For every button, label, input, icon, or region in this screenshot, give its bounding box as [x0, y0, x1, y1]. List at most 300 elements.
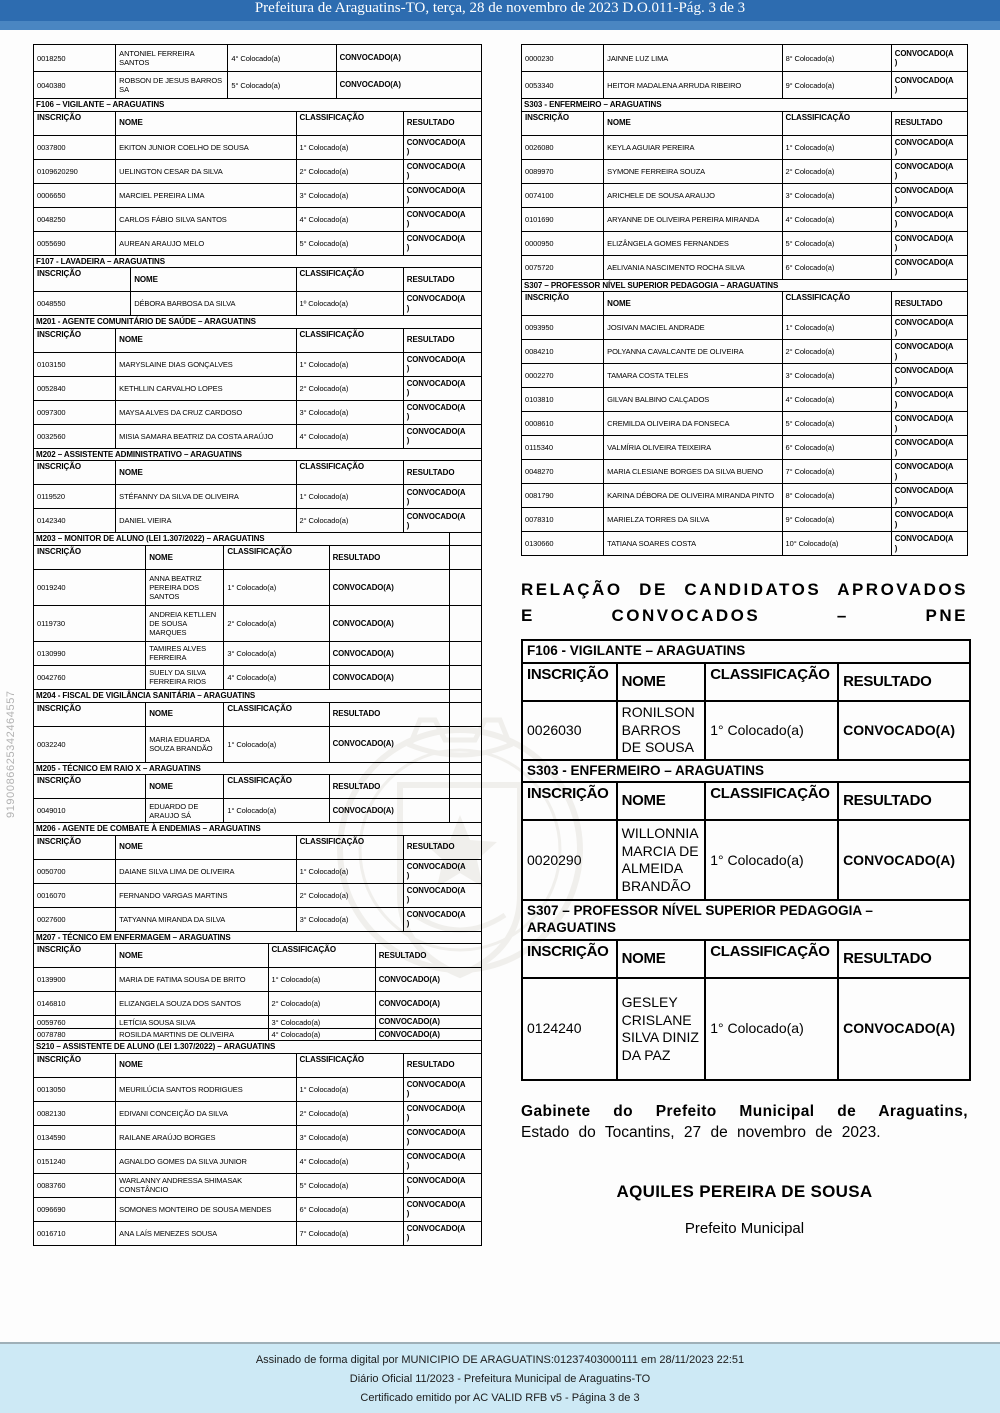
- cell-nome: JAINNE LUZ LIMA: [604, 45, 782, 72]
- cell-classificacao: 4° Colocado(a): [296, 424, 403, 448]
- cell-classificacao: 10° Colocado(a): [782, 532, 891, 556]
- section-title: F107 - LAVADEIRA – ARAGUATINS: [34, 255, 482, 268]
- cell-inscricao: 0089970: [522, 159, 604, 183]
- results-table: [33, 1040, 482, 1246]
- empty-cell: [449, 762, 481, 775]
- column-header-classificacao: CLASSIFICAÇÃO: [296, 835, 403, 859]
- table-row: [34, 159, 482, 183]
- column-header-row: [34, 268, 482, 292]
- digital-signature-footer: [0, 1342, 1000, 1413]
- cell-resultado: CONVOCADO(A ): [403, 485, 481, 509]
- cell-resultado: CONVOCADO(A ): [403, 1197, 481, 1221]
- table-row: [34, 907, 482, 931]
- section-title-row: [522, 640, 970, 663]
- column-header-resultado: RESULTADO: [838, 782, 970, 820]
- column-header-nome: NOME: [617, 663, 706, 701]
- column-header-nome: NOME: [116, 328, 296, 352]
- column-header-resultado: RESULTADO: [403, 268, 481, 292]
- cell-classificacao: 1° Colocado(a): [268, 968, 375, 992]
- results-table: [33, 98, 482, 256]
- results-table: [521, 98, 968, 280]
- cell-inscricao: 0075720: [522, 255, 604, 279]
- empty-cell: [449, 665, 481, 689]
- column-header-nome: NOME: [146, 545, 224, 569]
- column-header-inscricao: INSCRIÇÃO: [522, 111, 604, 135]
- cell-inscricao: 0074100: [522, 183, 604, 207]
- column-header-row: [34, 835, 482, 859]
- results-table: [33, 762, 482, 824]
- section-title-row: [34, 762, 482, 775]
- page-header-title: Prefeitura de Araguatins-TO, terça, 28 de novembro de 2023 D.O.011-Pág. 3 de 3: [254, 0, 746, 16]
- table-row: [34, 135, 482, 159]
- cell-classificacao: 3° Colocado(a): [296, 400, 403, 424]
- cell-nome: GESLEY CRISLANE SILVA DINIZ DA PAZ: [617, 978, 706, 1080]
- results-table: [33, 822, 482, 932]
- table-row: [34, 207, 482, 231]
- results-table: [33, 255, 482, 317]
- cell-classificacao: 1° Colocado(a): [224, 569, 329, 605]
- cell-resultado: CONVOCADO(A): [329, 641, 449, 665]
- table-row: [34, 859, 482, 883]
- cell-classificacao: 2° Colocado(a): [296, 159, 403, 183]
- cell-nome: AELIVANIA NASCIMENTO ROCHA SILVA: [604, 255, 782, 279]
- cell-resultado: CONVOCADO(A ): [891, 532, 967, 556]
- cell-classificacao: 3° Colocado(a): [268, 1016, 375, 1028]
- table-row: [34, 1101, 482, 1125]
- column-header-classificacao: CLASSIFICAÇÃO: [296, 1053, 403, 1077]
- cell-resultado: CONVOCADO(A): [336, 45, 481, 72]
- section-title-row: [522, 900, 970, 940]
- cell-resultado: CONVOCADO(A): [838, 820, 970, 900]
- cell-resultado: CONVOCADO(A ): [891, 316, 967, 340]
- cell-nome: VALMÍRIA OLIVEIRA TEIXEIRA: [604, 436, 782, 460]
- cell-resultado: CONVOCADO(A): [375, 992, 481, 1016]
- cell-classificacao: 4° Colocado(a): [782, 207, 891, 231]
- column-header-inscricao: INSCRIÇÃO: [34, 702, 146, 726]
- cell-classificacao: 2° Colocado(a): [782, 340, 891, 364]
- cell-nome: WILLONNIA MARCIA DE ALMEIDA BRANDÃO: [617, 820, 706, 900]
- cell-resultado: CONVOCADO(A ): [403, 231, 481, 255]
- cell-inscricao: 0026080: [522, 135, 604, 159]
- cell-nome: SOMONES MONTEIRO DE SOUSA MENDES: [116, 1197, 296, 1221]
- table-row: [522, 436, 968, 460]
- table-row: [522, 183, 968, 207]
- cell-nome: MEURILÚCIA SANTOS RODRIGUES: [116, 1077, 296, 1101]
- table-row: [34, 1016, 482, 1028]
- cell-resultado: CONVOCADO(A ): [891, 412, 967, 436]
- empty-cell: [449, 726, 481, 762]
- cell-inscricao: 0151240: [34, 1149, 116, 1173]
- section-title: S303 - ENFERMEIRO – ARAGUATINS: [522, 99, 968, 112]
- cell-nome: ANA LAÍS MENEZES SOUSA: [116, 1221, 296, 1245]
- column-header-row: [34, 328, 482, 352]
- table-row: [522, 532, 968, 556]
- footer-signature-line: Assinado de forma digital por MUNICIPIO DE ARAGUATINS:01237403000111 em 28/11/2023 22:51: [255, 1354, 745, 1366]
- cell-resultado: CONVOCADO(A ): [403, 424, 481, 448]
- column-header-inscricao: INSCRIÇÃO: [522, 940, 617, 978]
- cell-classificacao: 1° Colocado(a): [296, 859, 403, 883]
- section-title-row: [522, 279, 968, 292]
- section-title: F106 – VIGILANTE – ARAGUATINS: [34, 99, 482, 112]
- right-column: [521, 45, 968, 1237]
- cell-classificacao: 3° Colocado(a): [224, 641, 329, 665]
- table-row: [34, 641, 482, 665]
- cell-classificacao: 5° Colocado(a): [296, 231, 403, 255]
- cell-inscricao: 0084210: [522, 340, 604, 364]
- table-row: [34, 799, 482, 823]
- page-header-strip: [0, 21, 1000, 30]
- section-title-row: [34, 689, 482, 702]
- section-title: M203 – MONITOR DE ALUNO (LEI 1.307/2022) – ARAGUATINS: [34, 533, 450, 546]
- section-title: S303 - ENFERMEIRO – ARAGUATINS: [522, 760, 970, 783]
- signature-name: AQUILES PEREIRA DE SOUSA: [616, 1182, 873, 1202]
- cell-nome: CARLOS FÁBIO SILVA SANTOS: [116, 207, 296, 231]
- cell-resultado: CONVOCADO(A ): [891, 484, 967, 508]
- pne-results-table: [521, 639, 971, 760]
- cell-classificacao: 3° Colocado(a): [296, 183, 403, 207]
- table-row: [34, 726, 482, 762]
- cell-classificacao: 2° Colocado(a): [296, 1101, 403, 1125]
- cell-nome: ROSILDA MARTINS DE OLIVEIRA: [116, 1028, 268, 1040]
- column-header-resultado: RESULTADO: [403, 461, 481, 485]
- column-header-row: [34, 111, 482, 135]
- column-header-inscricao: INSCRIÇÃO: [34, 111, 116, 135]
- cell-nome: MARIA CLESIANE BORGES DA SILVA BUENO: [604, 460, 782, 484]
- empty-cell: [449, 569, 481, 605]
- empty-cell: [449, 533, 481, 546]
- footer-certificate-line: Certificado emitido por AC VALID RFB v5 - Página 3 de 3: [360, 1392, 640, 1404]
- column-header-row: [522, 940, 970, 978]
- cell-inscricao: 0032240: [34, 726, 146, 762]
- column-header-row: [34, 944, 482, 968]
- column-header-inscricao: INSCRIÇÃO: [34, 1053, 116, 1077]
- column-header-resultado: RESULTADO: [891, 111, 967, 135]
- table-row: [522, 159, 968, 183]
- cell-classificacao: 1° Colocado(a): [782, 135, 891, 159]
- cell-classificacao: 5° Colocado(a): [782, 231, 891, 255]
- cell-inscricao: 0000950: [522, 231, 604, 255]
- cell-nome: MAYSA ALVES DA CRUZ CARDOSO: [116, 400, 296, 424]
- section-title-row: [34, 1041, 482, 1054]
- column-header-inscricao: INSCRIÇÃO: [34, 775, 146, 799]
- cell-resultado: CONVOCADO(A ): [403, 1125, 481, 1149]
- pne-results-table: [521, 899, 971, 1081]
- table-row: [34, 352, 482, 376]
- cell-inscricao: 0146810: [34, 992, 116, 1016]
- column-header-resultado: RESULTADO: [375, 944, 481, 968]
- cell-inscricao: 0078780: [34, 1028, 116, 1040]
- cell-inscricao: 0130660: [522, 532, 604, 556]
- cell-resultado: CONVOCADO(A ): [891, 72, 967, 99]
- cell-nome: TATYANNA MIRANDA DA SILVA: [116, 907, 296, 931]
- column-header-nome: NOME: [146, 702, 224, 726]
- table-row: [522, 45, 968, 72]
- results-table: [33, 532, 482, 690]
- results-table: [33, 448, 482, 534]
- cell-classificacao: 3° Colocado(a): [296, 1125, 403, 1149]
- table-row: [522, 701, 970, 760]
- table-row: [522, 484, 968, 508]
- cell-nome: SYMONE FERREIRA SOUZA: [604, 159, 782, 183]
- cell-classificacao: 4° Colocado(a): [224, 665, 329, 689]
- cell-nome: KARINA DÉBORA DE OLIVEIRA MIRANDA PINTO: [604, 484, 782, 508]
- closing-paragraph: [521, 1103, 968, 1142]
- table-row: [34, 1173, 482, 1197]
- cell-resultado: CONVOCADO(A ): [891, 255, 967, 279]
- cell-classificacao: 1° Colocado(a): [224, 726, 329, 762]
- section-title: M206 - AGENTE DE COMBATE À ENDEMIAS – ARAGUATINS: [34, 823, 482, 836]
- table-row: [522, 978, 970, 1080]
- cell-classificacao: 5° Colocado(a): [296, 1173, 403, 1197]
- cell-resultado: CONVOCADO(A ): [403, 159, 481, 183]
- cell-resultado: CONVOCADO(A): [375, 1028, 481, 1040]
- column-header-classificacao: CLASSIFICAÇÃO: [296, 461, 403, 485]
- table-row: [522, 508, 968, 532]
- column-header-row: [522, 292, 968, 316]
- table-row: [34, 605, 482, 641]
- cell-classificacao: 4° Colocado(a): [296, 207, 403, 231]
- cell-resultado: CONVOCADO(A ): [891, 508, 967, 532]
- cell-resultado: CONVOCADO(A ): [403, 400, 481, 424]
- empty-cell: [449, 689, 481, 702]
- table-row: [34, 569, 482, 605]
- cell-classificacao: 1º Colocado(a): [296, 292, 403, 316]
- cell-resultado: CONVOCADO(A ): [891, 460, 967, 484]
- cell-inscricao: 0078310: [522, 508, 604, 532]
- cell-nome: WARLANNY ANDRESSA SHIMASAK CONSTÂNCIO: [116, 1173, 296, 1197]
- cell-inscricao: 0026030: [522, 701, 617, 760]
- footer-gazette-line: Diário Oficial 11/2023 - Prefeitura Municipal de Araguatins-TO: [349, 1373, 651, 1385]
- cell-nome: ANDREIA KETLLEN DE SOUSA MARQUES: [146, 605, 224, 641]
- cell-classificacao: 1° Colocado(a): [296, 135, 403, 159]
- closing-line-2: Estado do Tocantins, 27 de novembro de 2023.: [521, 1124, 881, 1142]
- column-header-nome: NOME: [604, 292, 782, 316]
- column-header-row: [522, 663, 970, 701]
- cell-resultado: CONVOCADO(A): [329, 726, 449, 762]
- cell-resultado: CONVOCADO(A ): [891, 436, 967, 460]
- pne-results-table: [521, 759, 971, 902]
- cell-resultado: CONVOCADO(A ): [403, 207, 481, 231]
- cell-resultado: CONVOCADO(A): [838, 701, 970, 760]
- cell-inscricao: 0053340: [522, 72, 604, 99]
- table-row: [34, 1125, 482, 1149]
- cell-resultado: CONVOCADO(A ): [403, 859, 481, 883]
- section-title-row: [522, 760, 970, 783]
- cell-inscricao: 0081790: [522, 484, 604, 508]
- results-table: [33, 931, 482, 1041]
- cell-resultado: CONVOCADO(A ): [403, 183, 481, 207]
- empty-cell: [449, 799, 481, 823]
- cell-nome: EDUARDO DE ARAUJO SÁ: [146, 799, 224, 823]
- cell-classificacao: 8° Colocado(a): [782, 45, 891, 72]
- cell-nome: AGNALDO GOMES DA SILVA JUNIOR: [116, 1149, 296, 1173]
- cell-nome: DANIEL VIEIRA: [116, 509, 296, 533]
- cell-nome: JOSIVAN MACIEL ANDRADE: [604, 316, 782, 340]
- column-header-nome: NOME: [617, 782, 706, 820]
- table-row: [522, 207, 968, 231]
- cell-inscricao: 0048270: [522, 460, 604, 484]
- table-row: [522, 340, 968, 364]
- table-row: [34, 376, 482, 400]
- table-row: [34, 72, 482, 99]
- cell-classificacao: 1° Colocado(a): [705, 978, 838, 1080]
- column-header-resultado: RESULTADO: [403, 111, 481, 135]
- cell-nome: MARIELZA TORRES DA SILVA: [604, 508, 782, 532]
- cell-classificacao: 4° Colocado(a): [228, 45, 336, 72]
- cell-resultado: CONVOCADO(A ): [403, 1221, 481, 1245]
- cell-resultado: CONVOCADO(A ): [403, 907, 481, 931]
- cell-inscricao: 0049010: [34, 799, 146, 823]
- column-header-inscricao: INSCRIÇÃO: [34, 545, 146, 569]
- section-title-row: [34, 316, 482, 329]
- cell-inscricao: 0101690: [522, 207, 604, 231]
- table-row: [34, 292, 482, 316]
- column-header-inscricao: INSCRIÇÃO: [34, 944, 116, 968]
- cell-nome: RONILSON BARROS DE SOUSA: [617, 701, 706, 760]
- cell-classificacao: 9° Colocado(a): [782, 72, 891, 99]
- column-header-classificacao: CLASSIFICAÇÃO: [782, 292, 891, 316]
- cell-nome: LETÍCIA SOUSA SILVA: [116, 1016, 268, 1028]
- right-tables-block: [521, 44, 968, 556]
- column-header-classificacao: CLASSIFICAÇÃO: [224, 545, 329, 569]
- column-header-resultado: RESULTADO: [403, 328, 481, 352]
- table-row: [522, 820, 970, 900]
- column-header-inscricao: INSCRIÇÃO: [34, 328, 116, 352]
- section-title: M202 – ASSISTENTE ADMINISTRATIVO – ARAGUATINS: [34, 448, 482, 461]
- table-row: [34, 400, 482, 424]
- cell-classificacao: 1° Colocado(a): [296, 485, 403, 509]
- results-table: [33, 689, 482, 763]
- table-row: [522, 316, 968, 340]
- cell-resultado: CONVOCADO(A ): [891, 135, 967, 159]
- empty-cell: [449, 641, 481, 665]
- cell-classificacao: 2° Colocado(a): [782, 159, 891, 183]
- cell-classificacao: 4° Colocado(a): [782, 388, 891, 412]
- column-header-nome: NOME: [116, 1053, 296, 1077]
- cell-inscricao: 0124240: [522, 978, 617, 1080]
- column-header-nome: NOME: [604, 111, 782, 135]
- cell-resultado: CONVOCADO(A ): [403, 509, 481, 533]
- empty-cell: [449, 605, 481, 641]
- cell-nome: MARCIEL PEREIRA LIMA: [116, 183, 296, 207]
- cell-inscricao: 0050700: [34, 859, 116, 883]
- table-row: [34, 665, 482, 689]
- cell-classificacao: 1° Colocado(a): [224, 799, 329, 823]
- left-column: [33, 45, 482, 1246]
- table-row: [34, 485, 482, 509]
- column-header-row: [34, 545, 482, 569]
- section-title-row: [34, 931, 482, 944]
- cell-inscricao: 0103810: [522, 388, 604, 412]
- cell-nome: MARIA DE FATIMA SOUSA DE BRITO: [116, 968, 268, 992]
- section-title-row: [34, 99, 482, 112]
- table-row: [34, 992, 482, 1016]
- cell-inscricao: 0082130: [34, 1101, 116, 1125]
- table-row: [522, 460, 968, 484]
- section-title: S307 – PROFESSOR NÍVEL SUPERIOR PEDAGOGIA – ARAGUATINS: [522, 900, 970, 940]
- cell-resultado: CONVOCADO(A ): [403, 376, 481, 400]
- table-row: [34, 183, 482, 207]
- cell-nome: EDIVANI CONCEIÇÃO DA SILVA: [116, 1101, 296, 1125]
- cell-nome: FERNANDO VARGAS MARTINS: [116, 883, 296, 907]
- column-header-row: [34, 702, 482, 726]
- table-row: [522, 364, 968, 388]
- cell-classificacao: 4° Colocado(a): [296, 1149, 403, 1173]
- column-header-inscricao: INSCRIÇÃO: [522, 663, 617, 701]
- cell-inscricao: 0042760: [34, 665, 146, 689]
- column-header-row: [34, 461, 482, 485]
- column-header-nome: NOME: [116, 461, 296, 485]
- cell-classificacao: 1° Colocado(a): [705, 701, 838, 760]
- cell-inscricao: 0083760: [34, 1173, 116, 1197]
- results-table: [33, 44, 482, 99]
- closing-line-1: Gabinete do Prefeito Municipal de Araguatins,: [521, 1103, 968, 1121]
- section-title: S307 – PROFESSOR NÍVEL SUPERIOR PEDAGOGIA – ARAGUATINS: [522, 279, 968, 292]
- cell-resultado: CONVOCADO(A): [336, 72, 481, 99]
- column-header-classificacao: CLASSIFICAÇÃO: [224, 775, 329, 799]
- cell-resultado: CONVOCADO(A ): [891, 183, 967, 207]
- cell-inscricao: 0040380: [34, 72, 116, 99]
- cell-nome: DÉBORA BARBOSA DA SILVA: [131, 292, 296, 316]
- section-title: M204 - FISCAL DE VIGILÂNCIA SANITÁRIA – ARAGUATINS: [34, 689, 450, 702]
- cell-nome: ELIZANGELA SOUZA DOS SANTOS: [116, 992, 268, 1016]
- column-header-resultado: RESULTADO: [329, 702, 449, 726]
- cell-inscricao: 0006650: [34, 183, 116, 207]
- cell-inscricao: 0018250: [34, 45, 116, 72]
- section-title: M205 - TÉCNICO EM RAIO X – ARAGUATINS: [34, 762, 450, 775]
- cell-classificacao: 9° Colocado(a): [782, 508, 891, 532]
- column-header-nome: NOME: [131, 268, 296, 292]
- cell-inscricao: 0000230: [522, 45, 604, 72]
- cell-classificacao: 1° Colocado(a): [296, 1077, 403, 1101]
- table-row: [34, 883, 482, 907]
- cell-classificacao: 2° Colocado(a): [296, 376, 403, 400]
- table-row: [522, 388, 968, 412]
- cell-inscricao: 0052840: [34, 376, 116, 400]
- column-header-row: [522, 111, 968, 135]
- cell-nome: ANTONIEL FERREIRA SANTOS: [116, 45, 228, 72]
- cell-nome: MARIA EDUARDA SOUZA BRANDÃO: [146, 726, 224, 762]
- page-header-bar: [0, 0, 1000, 30]
- cell-resultado: CONVOCADO(A ): [403, 1173, 481, 1197]
- section-title-row: [34, 448, 482, 461]
- cell-resultado: CONVOCADO(A ): [403, 1101, 481, 1125]
- cell-resultado: CONVOCADO(A): [329, 569, 449, 605]
- cell-classificacao: 1° Colocado(a): [296, 352, 403, 376]
- cell-classificacao: 3° Colocado(a): [782, 364, 891, 388]
- table-row: [34, 509, 482, 533]
- cell-resultado: CONVOCADO(A ): [403, 135, 481, 159]
- section-title: M201 - AGENTE COMUNITÁRIO DE SAÚDE – ARAGUATINS: [34, 316, 482, 329]
- results-table: [33, 315, 482, 449]
- cell-resultado: CONVOCADO(A ): [891, 340, 967, 364]
- empty-cell: [449, 775, 481, 799]
- cell-inscricao: 0103150: [34, 352, 116, 376]
- cell-nome: TATIANA SOARES COSTA: [604, 532, 782, 556]
- vertical-document-code: 9190086625342464557: [5, 690, 17, 818]
- cell-inscricao: 0139900: [34, 968, 116, 992]
- cell-classificacao: 2° Colocado(a): [296, 883, 403, 907]
- cell-classificacao: 2° Colocado(a): [224, 605, 329, 641]
- column-header-classificacao: CLASSIFICAÇÃO: [782, 111, 891, 135]
- cell-nome: POLYANNA CAVALCANTE DE OLIVEIRA: [604, 340, 782, 364]
- cell-classificacao: 2° Colocado(a): [268, 992, 375, 1016]
- cell-nome: AUREAN ARAUJO MELO: [116, 231, 296, 255]
- cell-inscricao: 0048250: [34, 207, 116, 231]
- column-header-classificacao: CLASSIFICAÇÃO: [705, 940, 838, 978]
- empty-cell: [449, 545, 481, 569]
- column-header-inscricao: INSCRIÇÃO: [522, 292, 604, 316]
